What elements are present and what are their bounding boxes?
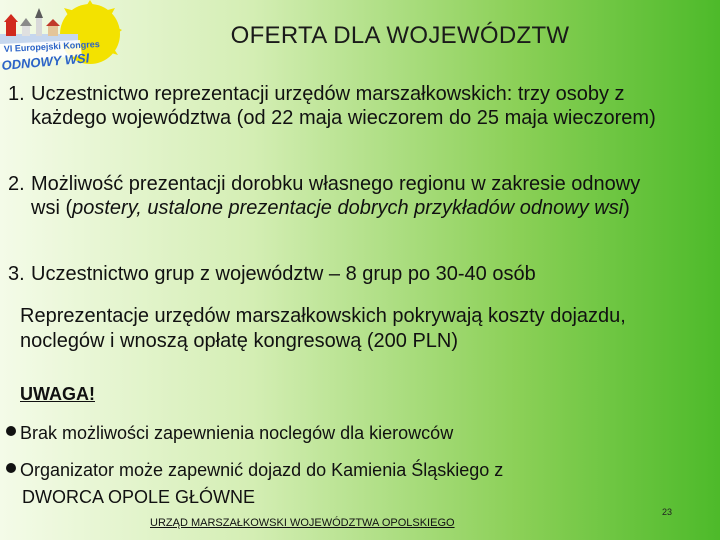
list-number: 3. bbox=[8, 263, 25, 285]
list-text-part: ) bbox=[623, 197, 630, 219]
bullet-text-continuation: DWORCA OPOLE GŁÓWNE bbox=[22, 487, 256, 507]
congress-logo bbox=[0, 0, 128, 78]
list-text: Uczestnictwo reprezentacji urzędów marszałkowskich: trzy osoby z każdego województwa (od 22 maja wieczorem do 25 maja wieczorem) bbox=[31, 83, 656, 129]
list-item bbox=[8, 262, 668, 286]
logo-line1: VI Europejski Kongres bbox=[3, 38, 101, 54]
list-text-italic: postery, ustalone prezentacje dobrych przykładów odnowy wsi bbox=[72, 197, 624, 219]
slide-title: OFERTA DLA WOJEWÓDZTW bbox=[230, 22, 570, 49]
list-number: 2. bbox=[8, 173, 25, 195]
bullet-icon bbox=[6, 463, 16, 473]
bullet-icon bbox=[6, 426, 16, 436]
list-text-part: Możliwość prezentacji dorobku własnego regionu w zakresie odnowy wsi ( bbox=[31, 173, 641, 219]
list-item bbox=[8, 82, 668, 130]
list-number: 1. bbox=[8, 83, 25, 105]
list-text: Uczestnictwo grup z województw – 8 grup po 30-40 osób bbox=[31, 263, 536, 285]
bullet-text: Brak możliwości zapewnienia noclegów dla kierowców bbox=[20, 423, 454, 443]
list-item bbox=[8, 172, 673, 220]
footer-text: URZĄD MARSZAŁKOWSKI WOJEWÓDZTWA OPOLSKIEGO bbox=[150, 517, 455, 529]
cost-paragraph: Reprezentacje urzędów marszałkowskich pokrywają koszty dojazdu, noclegów i wnoszą opłatę kongresową (200 PLN) bbox=[20, 305, 626, 352]
bullet-item bbox=[6, 457, 646, 511]
page-number: 23 bbox=[662, 507, 673, 517]
list-text bbox=[31, 172, 673, 220]
logo-line2: ODNOWY WSI bbox=[0, 50, 90, 73]
bullet-text: Organizator może zapewnić dojazd do Kamienia Śląskiego z bbox=[20, 460, 504, 480]
warning-heading: UWAGA! bbox=[20, 384, 95, 404]
bullet-item bbox=[6, 420, 646, 447]
